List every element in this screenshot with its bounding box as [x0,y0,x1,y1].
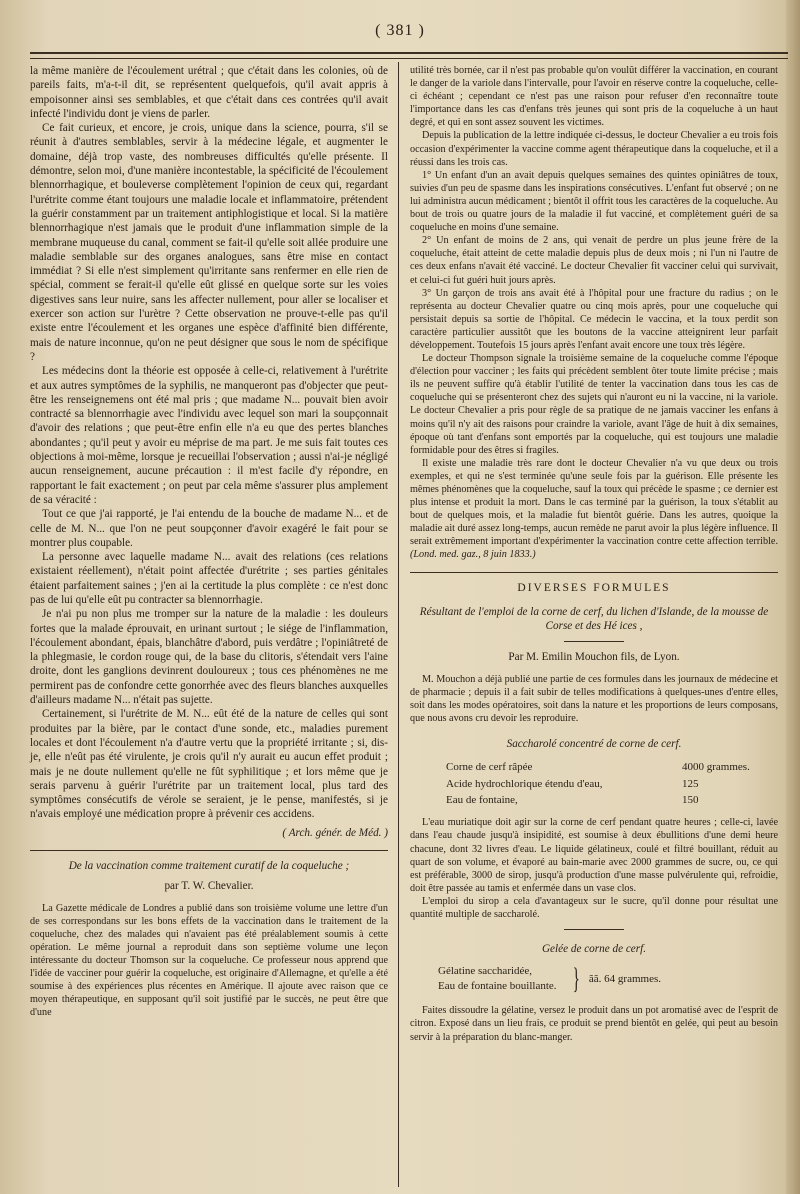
paragraph: Depuis la publication de la lettre indiquée ci-dessus, le docteur Chevalier a eu trois fois occasion d'expérimenter la vaccine comme agent thérapeutique dans la coqueluche, et il a réussi dans les trois cas. [410,130,778,168]
paragraph: Tout ce que j'ai rapporté, je l'ai entendu de la bouche de madame N... et de celle de M. N... que l'on ne peut soupçonner d'avoir exagéré le fait pour se montrer plus coupable. [30,508,388,549]
column-divider [398,62,399,1187]
paragraph: Je n'ai pu non plus me tromper sur la nature de la maladie : les douleurs fortes que la malade éprouvait, en urinant surtout ; le siége de l'inflammation, l'écoulement abondant, épais, blanchâtre d'abord, puis verdâtre ; l'opiniâtreté de la phlegmasie, le cordon rouge qui, de la base du clitoris, s'étendait vers l'aine droite, dont les ganglions devinrent douloureux ; tous ces phénomènes ne me permirent pas de confondre cette gonorrhée avec des fleurs blanches auxquelles d'ailleurs madame N... n'était pas sujette. [30,608,388,707]
ingredient-qty: 150 [682,794,699,807]
ingredient-qty: 125 [682,777,699,790]
paragraph: Certainement, si l'urétrite de M. N... eût été de la nature de celles qui sont produites par la bière, par le contact d'une sonde, etc., maladies purement locales et dont l'écoulement n'a d'autre vertu que la propriété irritante ; si, dis-je, elle n'eût pas été virulente, je crois qu'il n'y aurait eu aucun effet produit ; mais je ne doute nullement qu'elle ne fût syphilitique ; et lors même que je serais parvenu à guérir l'urétrite par un traitement local, plus tard des symptômes consécutifs de vérole se seraient, je le pense, manifestés, si je n'avais employé une médication propre à prévenir ces accidens. [30,708,388,821]
ingredient-name: Acide hydrochlorique étendu d'eau, [446,777,603,790]
section-title: DIVERSES FORMULES [517,581,671,594]
paragraph: 2° Un enfant de moins de 2 ans, qui venait de perdre un plus jeune frère de la coqueluche, était atteint de cette maladie depuis plus de deux mois ; ni l'un ni l'autre de ces deux enfans n'avait été vacciné. Le docteur Chevalier fit vacciner celui qui survivait, et celui-ci fut guéri huit jours après. [410,235,778,286]
recipe-ingredients [410,964,778,994]
ingredient-list [438,964,557,994]
short-divider [564,641,624,642]
ingredient-qty: ãã. 64 grammes. [588,973,662,986]
header-rule [30,52,788,59]
recipe-title: Gelée de corne de cerf. [541,943,647,956]
paragraph: La personne avec laquelle madame N... avait des relations (ces relations existaient réellement), n'était point affectée d'urétrite ; ses parties génitales étaient parfaitement saines ; j'en ai la certitude la plus complète : ce n'est donc pas de lui qu'elle eût pu contracter sa blennorrhagie. [30,551,388,606]
paragraph: 3° Un garçon de trois ans avait été à l'hôpital pour une fracture du radius ; on le représenta au docteur Chevalier quatre ou cinq mois après, pour une coqueluche qui persistait depuis sa sortie de l'hôpital. Ce médecin le vaccina, et la toux perdit son caractère particulier aussitôt que les boutons de la vaccine atteignirent leur parfait développement. Toutefois 15 jours après l'enfant avait encore une toux très légère. [410,287,778,351]
paragraph [410,457,778,562]
section-divider [410,572,778,573]
paragraph: Faites dissoudre la gélatine, versez le produit dans un pot aromatisé avec de l'esprit de citron. Exposé dans un lieu frais, ce produit se prend bientôt en gelée, qui peut au besoin servir à la préparation du blanc-manger. [410,1005,778,1043]
section-subtitle: Résultant de l'emploi de la corne de cerf, du lichen d'Islande, de la mousse de Corse et des Hé ices , [419,605,769,633]
left-column [30,64,388,1019]
ingredient-name: Eau de fontaine bouillante. [438,980,557,993]
paragraph: L'eau muriatique doit agir sur la corne de cerf pendant quatre heures ; celle-ci, lavée dans l'eau chaude jusqu'à insipidité, est soumise à deux ébullitions d'une demi heure chacune, dont 32 livres d'eau. Le liquide gélatineux, coulé et filtré bouillant, réduit au quart de son volume, et évaporé au bain-marie avec 2000 grammes de sucre, ou, ce qui est préférable, 3000 de sirop, jusqu'à production d'une masse pulvérulente qui, refroidie, doit être passée au tamis et enfermée dans un vase clos. [410,817,778,894]
ingredient-name: Gélatine saccharidée, [438,965,533,978]
paragraph: M. Mouchon a déjà publié une partie de ces formules dans les journaux de médecine et de pharmacie ; depuis il a fait subir de telles modifications à quelques-unes d'entre elles, soit dans les modes opératoires, soit dans la nature et les proportions de leurs composans, que nous avons cru devoir les reproduire. [410,673,778,725]
brace-glyph: } [572,962,580,996]
paragraph: 1° Un enfant d'un an avait depuis quelques semaines des quintes opiniâtres de toux, suivies d'un peu de spasme dans les inspirations consécutives. L'enfant fut observé ; on ne lui administra aucun médicament ; bientôt il offrit tous les caractères de la coqueluche. Au bout de trois ou quatre jours de la maladie il fut vacciné, et complètement guéri de sa coqueluche en moins d'une semaine. [410,169,778,234]
right-column [410,64,778,1044]
short-divider [564,929,624,930]
page-gutter-edge [786,0,800,1194]
ingredient-name: Corne de cerf râpée [446,761,533,774]
source-citation: ( Arch. génér. de Méd. ) [282,826,388,839]
ingredient-qty: 4000 grammes. [682,761,750,774]
ingredient-row [410,759,778,775]
recipe-title: Saccharolé concentré de corne de cerf. [506,738,682,751]
article-title: De la vaccination comme traitement curatif de la coqueluche ; [68,860,350,873]
ingredient-row [410,776,778,792]
paragraph: La Gazette médicale de Londres a publié dans son troisième volume une lettre d'un de ses correspondans sur les bons effets de la vaccination dans le traitement de la coqueluche, chez des malades qui n'avaient pas été préalablement soumis à cette opération. Le même journal a reproduit dans son septième volume une leçon intéressante du docteur Thomson sur la coqueluche. Ce professeur nous apprend que l'idée de vacciner pour guérir la coqueluche, est originaire d'Allemagne, et qu'elle a été soumise à des expériences plus récentes en Amérique. Il ajoute avec raison que ce moyen thérapeutique, en supposant qu'il soit justifié par le succès, ne peut être que d'une [30,902,388,1019]
ingredient-name: Eau de fontaine, [446,794,518,807]
page-number: ( 381 ) [375,22,425,39]
source-citation: (Lond. med. gaz., 8 juin 1833.) [410,549,536,561]
paragraph: Ce fait curieux, et encore, je crois, unique dans la science, pourra, s'il se réunit à d'autres semblables, servir à la médecine légale, et augmenter le domaine, déjà trop vaste, des nombreuses difficultés qu'elle présente. Il démontre, selon moi, d'une manière incontestable, la spécificité de l'écoulement blennorrhagique, et bouleverse complètement l'opinion de ceux qui, regardant l'urétrite comme étant toujours une maladie locale et inflammatoire, prétendent la guérir constamment par un traitement antiphlogistique et local. Si la matière blennorrhagique n'est jamais que le produit d'une inflammation simple de la membrane muqueuse du canal, comment se fait-il qu'elle soit allée produire une maladie semblable sur des organes analogues, sans être mise en contact immédiat ? Si elle n'est simplement qu'irritante sans renfermer en elle rien de spécial, comment se ferait-il qu'elle eût glissé en quelque sorte sur les voies digestives sans leur nuire, sans les affecter nullement, pour aller se localiser et exercer son action sur l'urètre ? Cette observation ne prouve-t-elle pas qu'il existe entre l'écoulement et les organes une espèce d'affinité bien différente, mais de nature inconnue, qu'on ne peut désigner que sous le nom de spécifique ? [30,122,388,363]
paragraph: la même manière de l'écoulement urétral ; que c'était dans les colonies, où de pareils faits, m'a-t-il dit, se représentent quelquefois, qu'il avait appris à empoisonner ainsi ses semblables, et que c'était dans ces contrées qu'il avait infecté l'individu dont je viens de parler. [30,65,388,120]
recipe-ingredients [410,759,778,808]
section-byline: Par M. Emilin Mouchon fils, de Lyon. [508,651,680,664]
paragraph-text: Il existe une maladie très rare dont le docteur Chevalier n'a vu que deux ou trois exemples, et qui ne s'est terminée qu'une seule fois par la guérison. Elle présente les mêmes phénomènes que la coqueluche, sauf la toux qui précède le spasme ; ce dernier est plus intense et produit la mort. Dans le cas terminé par la guérison, la toux s'établit au bout de quelques mois, et la maladie fut bientôt guérie. Dans les autres, quoique la maladie ait duré assez long-temps, aucun remède ne parut avoir la plus légère influence. Il serait extrêmement important d'expérimenter la vaccination contre cette affection terrible. [410,457,778,548]
paragraph: Le docteur Thompson signale la troisième semaine de la coqueluche comme l'époque d'élection pour vacciner ; les faits qui précèdent semblent ôter toute limite précise ; mais ils ne peuvent suffire qu'à établir l'utilité de tenter la vaccination dans tous les cas de coqueluche qui se présenteront chez des sujets qui n'auront eu ni la vaccine, ni la variole. Le docteur Chevalier a pris pour règle de sa pratique de ne jamais vacciner les enfans à moins qu'il n'y ait des raisons pour craindre la variole, avant l'âge de huit à dix semaines, époque où tant d'enfans sont emportés par la coqueluche, qui est toujours une maladie formidable pour des êtres si fragiles. [410,353,778,456]
paragraph: L'emploi du sirop a cela d'avantageux sur le sucre, qu'il donne pour résultat une quantité multiple de saccharolé. [410,895,778,920]
ingredient-row [410,792,778,808]
section-divider [30,850,388,851]
paragraph: utilité très bornée, car il n'est pas probable qu'on voulût différer la vaccination, en courant le danger de la variole dans l'intervalle, pour l'avoir en réserve contre la coqueluche, celle-ci échéant ; cependant ce n'est pas une raison pour refuser d'en reconnaître toute l'importance dans les cas d'enfans très jeunes qui sont pris de la coqueluche à un haut degré, et qui en sont assez souvent les victimes. [410,65,778,129]
article-byline: par T. W. Chevalier. [164,880,254,893]
paragraph: Les médecins dont la théorie est opposée à celle-ci, relativement à l'urétrite et aux autres symptômes de la syphilis, ne manqueront pas d'objecter que peut-être les renseignemens ont été mal pris ; que madame N... pouvait bien avoir contracté sa blennorrhagie avec l'individu avec lequel son mari la soupçonnait d'avoir des relations ; que peut-être enfin elle n'a eu que des pertes blanches abondantes ; qu'il peut y avoir eu méprise de ma part. Je me suis fait toutes ces objections à moi-même, lorsque je recueillai l'observation ; aussi n'ai-je négligé aucun renseignement, aucune précaution : il m'est facile d'y répondre, en rapportant le fait exactement ; on peut par cela même s'assurer plus amplement de sa véracité : [30,365,388,506]
